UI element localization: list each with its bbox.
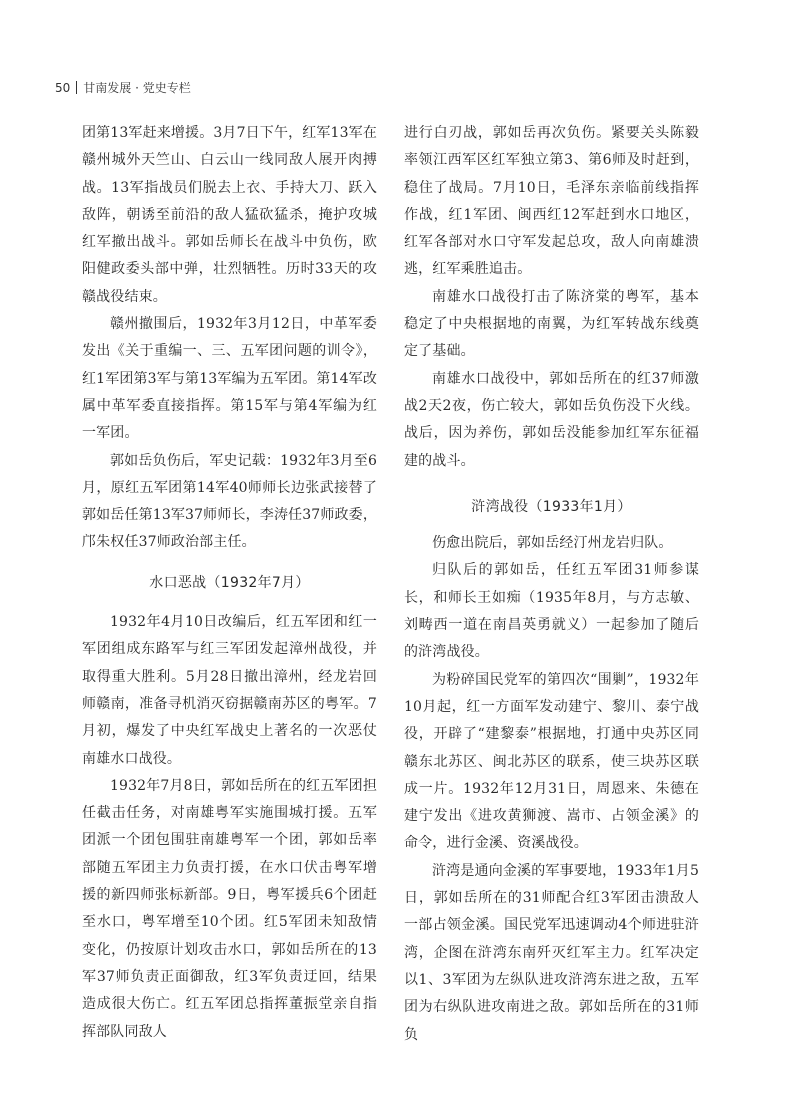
paragraph: 浒湾是通向金溪的军事要地，1933年1月5日，郭如岳所在的31师配合红3军团击溃敌人一部占领金溪。国民党军迅速调动4个师进驻浒湾，企图在浒湾东南歼灭红军主力。红军决定以1、3军团为左纵队进攻浒湾东进之敌，五军团为右纵队进攻南进之敌。郭如岳所在的31师负 bbox=[404, 862, 699, 1043]
paragraph: 1932年4月10日改编后，红五军团和红一军团组成东路军与红三军团发起漳州战役，并取得重大胜利。5月28日撤出漳州，经龙岩回师赣南，准备寻机消灭窃据赣南苏区的粤军。7月初，爆发了中央红军战史上著名的一次恶仗南雄水口战役。 bbox=[82, 614, 377, 767]
section-heading: 浒湾战役（1933年1月） bbox=[471, 498, 632, 515]
left-column bbox=[82, 120, 377, 1046]
right-column bbox=[404, 120, 699, 1049]
page-number: 50 bbox=[55, 80, 71, 95]
paragraph: 赣州撤围后，1932年3月12日，中革军委发出《关于重编一、三、五军团问题的训令》，红1军团第3军与第13军编为五军团。第14军改属中革军委直接指挥。第15军与第4军编为红一军团。 bbox=[82, 316, 377, 442]
header-divider bbox=[76, 81, 77, 94]
paragraph: 归队后的郭如岳，任红五军团31师参谋长，和师长王如痴（1935年8月，与方志敏、刘畴西一道在南昌英勇就义）一起参加了随后的浒湾战役。 bbox=[404, 562, 699, 661]
paragraph: 郭如岳负伤后，军史记载：1932年3月至6月，原红五军团第14军40师师长边张武接替了郭如岳任第13军37师师长，李涛任37师政委，邝朱权任37师政治部主任。 bbox=[82, 452, 377, 551]
paragraph: 团第13军赶来增援。3月7日下午，红军13军在赣州城外天竺山、白云山一线同敌人展开肉搏战。13军指战员们脱去上衣、手持大刀、跃入敌阵，朝诱至前沿的敌人猛砍猛杀，掩护攻城红军撤出战斗。郭如岳师长在战斗中负伤，欧阳健政委头部中弹，壮烈牺牲。历时33天的攻赣战役结束。 bbox=[82, 125, 377, 305]
paragraph: 为粉碎国民党军的第四次“围剿”，1932年10月起，红一方面军发动建宁、黎川、泰宁战役，开辟了“建黎泰”根据地，打通中央苏区同赣东北苏区、闽北苏区的联系，使三块苏区联成一片。1932年12月31日，周恩来、朱德在建宁发出《进攻黄狮渡、嵩市、占领金溪》的命令，进行金溪、资溪战役。 bbox=[404, 671, 699, 852]
section-heading: 水口恶战（1932年7月） bbox=[149, 574, 310, 591]
paragraph: 进行白刃战，郭如岳再次负伤。紧要关头陈毅率领江西军区红军独立第3、第6师及时赶到，稳住了战局。7月10日，毛泽东亲临前线指挥作战，红1军团、闽西红12军赶到水口地区，红军各部对水口守军发起总攻，敌人向南雄溃逃，红军乘胜追击。 bbox=[404, 125, 699, 278]
page-header bbox=[55, 79, 191, 96]
paragraph: 伤愈出院后，郭如岳经汀州龙岩归队。 bbox=[432, 535, 673, 552]
paragraph: 1932年7月8日，郭如岳所在的红五军团担任截击任务，对南雄粤军实施围城打援。五军团派一个团包围驻南雄粤军一个团，郭如岳率部随五军团主力负责打援，在水口伏击粤军增援的新四师张标新部。9日，粤军援兵6个团赶至水口，粤军增至10个团。红5军团未知敌情变化，仍按原计划攻击水口，郭如岳所在的13军37师负责正面御敌，红3军负责迂回，结果造成很大伤亡。红五军团总指挥董振堂亲自指挥部队同敌人 bbox=[82, 777, 377, 1040]
paragraph: 南雄水口战役打击了陈济棠的粤军，基本稳定了中央根据地的南翼，为红军转战东线奠定了基础。 bbox=[404, 288, 699, 360]
section-title: 甘南发展 · 党史专栏 bbox=[83, 81, 191, 95]
paragraph: 南雄水口战役中，郭如岳所在的红37师激战2天2夜，伤亡较大，郭如岳负伤没下火线。战后，因为养伤，郭如岳没能参加红军东征福建的战斗。 bbox=[404, 370, 699, 469]
